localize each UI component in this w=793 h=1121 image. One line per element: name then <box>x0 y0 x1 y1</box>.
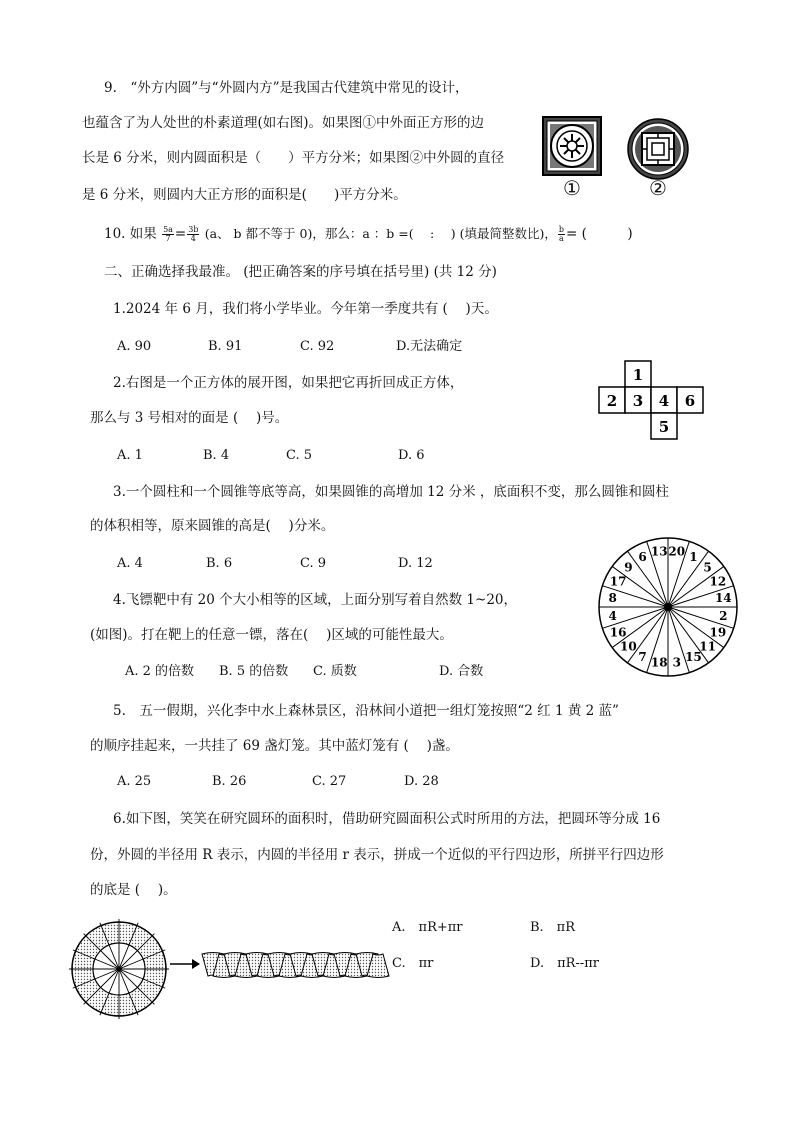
q10-prefix: 10. 如果 <box>104 226 157 242</box>
s3-option-d: D. 12 <box>398 556 433 571</box>
s2-line2: 那么与 3 号相对的面是 ( )号。 <box>90 410 289 426</box>
circle-outer-square-figure <box>627 118 689 180</box>
dartboard-number: 12 <box>709 574 727 589</box>
q9-line3: 长是 6 分米，则内圆面积是（ ）平方分米；如果图②中外圆的直径 <box>82 150 505 166</box>
dartboard-number: 14 <box>714 591 732 606</box>
figure-1-label: ① <box>563 176 581 200</box>
s6-option-a: A. πR+πr <box>392 920 463 935</box>
dartboard-number: 2 <box>719 608 728 623</box>
cube-net-figure <box>597 360 709 440</box>
frac3-den: a <box>559 234 564 243</box>
s6-option-b: B. πR <box>530 920 576 935</box>
dartboard-number: 10 <box>620 639 637 654</box>
s3-option-c: C. 9 <box>300 556 327 571</box>
s5-option-d: D. 28 <box>404 774 439 789</box>
frac2-den: 4 <box>190 234 196 243</box>
dartboard-number: 19 <box>709 625 727 640</box>
s4-option-b: B. 5 的倍数 <box>219 664 289 679</box>
dartboard-figure <box>597 536 739 678</box>
s6-option-d: D. πR--πr <box>530 956 599 971</box>
s1-option-b: B. 91 <box>208 339 243 354</box>
dartboard-number: 4 <box>608 608 617 623</box>
cube-face-4: 4 <box>658 392 670 410</box>
arrow-icon <box>170 958 200 970</box>
fraction-3b-4 <box>187 226 199 243</box>
frac1-den: 7 <box>165 234 171 243</box>
s2-option-d: D. 6 <box>398 448 425 463</box>
dartboard-number: 9 <box>624 560 633 575</box>
frac1-num: 5a <box>163 225 173 234</box>
q9-line1: 9. “外方内圆”与“外圆内方”是我国古代建筑中常见的设计， <box>104 80 469 96</box>
dartboard-number: 7 <box>638 649 647 664</box>
q9-line4: 是 6 分米，则圆内大正方形的面积是( )平方分米。 <box>82 187 407 203</box>
s4-option-d: D. 合数 <box>439 664 484 679</box>
dartboard-number: 8 <box>608 591 617 606</box>
dartboard-number: 3 <box>672 655 681 670</box>
s1-option-c: C. 92 <box>300 339 335 354</box>
dartboard-number: 16 <box>609 625 627 640</box>
s6-option-c: C. πr <box>392 956 434 971</box>
q10-line <box>104 224 633 244</box>
s5-option-b: B. 26 <box>212 774 247 789</box>
s6-line1: 6.如下图，笑笑在研究圆环的面积时，借助研究圆面积公式时所用的方法，把圆环等分成 16 <box>113 811 661 827</box>
dartboard-number: 15 <box>685 649 702 664</box>
q10-suffix: = ( ) <box>565 226 633 242</box>
s3-option-b: B. 6 <box>206 556 233 571</box>
fraction-b-a <box>558 226 565 243</box>
s5-option-c: C. 27 <box>312 774 347 789</box>
fraction-5a-7 <box>162 226 174 243</box>
s3-line1: 3.一个圆柱和一个圆锥等底等高，如果圆锥的高增加 12 分米 ，底面积不变，那么圆锥和圆柱 <box>113 484 669 500</box>
s2-line1: 2.右图是一个正方体的展开图，如果把它再折回成正方体， <box>113 375 464 391</box>
s3-option-a: A. 4 <box>117 556 143 571</box>
dartboard-number: 1 <box>689 550 698 565</box>
square-outer-circle-figure <box>542 116 602 176</box>
dartboard-number: 6 <box>638 550 647 565</box>
q10-eq: = <box>174 226 187 242</box>
section-2-title: 二、正确选择我最准。 (把正确答案的序号填在括号里) (共 12 分) <box>104 264 497 280</box>
s3-line2: 的体积相等，原来圆锥的高是( )分米。 <box>90 518 335 534</box>
s2-option-c: C. 5 <box>286 448 313 463</box>
dartboard-number: 17 <box>609 574 627 589</box>
dartboard-number: 18 <box>650 655 668 670</box>
s1-option-a: A. 90 <box>117 339 152 354</box>
figure-2-label: ② <box>649 176 667 200</box>
cube-face-3: 3 <box>632 392 644 410</box>
s4-line1: 4.飞镖靶中有 20 个大小相等的区域，上面分别写着自然数 1~20， <box>113 592 518 608</box>
dartboard-number: 11 <box>699 639 716 654</box>
s6-line2: 份，外圆的半径用 R 表示，内圆的半径用 r 表示，拼成一个近似的平行四边形，所拼平行四边形 <box>90 847 664 863</box>
cube-face-2: 2 <box>606 392 618 410</box>
s1-option-d: D.无法确定 <box>396 339 463 354</box>
s5-line2: 的顺序挂起来，一共挂了 69 盏灯笼。其中蓝灯笼有 ( )盏。 <box>90 738 459 754</box>
q9-line2: 也蕴含了为人处世的朴素道理(如右图)。如果图①中外面正方形的边 <box>82 115 485 131</box>
frac2-num: 3b <box>188 225 199 234</box>
s2-option-a: A. 1 <box>117 448 143 463</box>
dartboard-number: 13 <box>650 544 668 559</box>
s4-option-a: A. 2 的倍数 <box>125 664 195 679</box>
cube-face-6: 6 <box>684 392 696 410</box>
s5-option-a: A. 25 <box>117 774 152 789</box>
s2-option-b: B. 4 <box>203 448 230 463</box>
s5-line1: 5. 五一假期，兴化李中水上森林景区，沿林间小道把一组灯笼按照“2 红 1 黄 2 蓝” <box>113 703 619 719</box>
frac3-num: b <box>558 225 564 234</box>
dartboard-number: 5 <box>703 560 712 575</box>
s4-option-c: C. 质数 <box>313 664 357 679</box>
s6-line3: 的底是 ( )。 <box>90 882 177 898</box>
dartboard-number: 20 <box>668 544 686 559</box>
cube-face-5: 5 <box>658 418 670 436</box>
parallelogram-strip-figure <box>200 950 386 980</box>
q10-middle: (a、 b 都不等于 0)，那么：a ：b =( : ) (填最简整数比)， <box>204 226 557 241</box>
s1-text: 1.2024 年 6 月，我们将小学毕业。今年第一季度共有 ( )天。 <box>113 301 498 317</box>
cube-face-1: 1 <box>632 366 644 384</box>
s4-line2: (如图)。打在靶上的任意一镖，落在( )区域的可能性最大。 <box>90 627 453 643</box>
annulus-figure <box>68 918 170 1020</box>
